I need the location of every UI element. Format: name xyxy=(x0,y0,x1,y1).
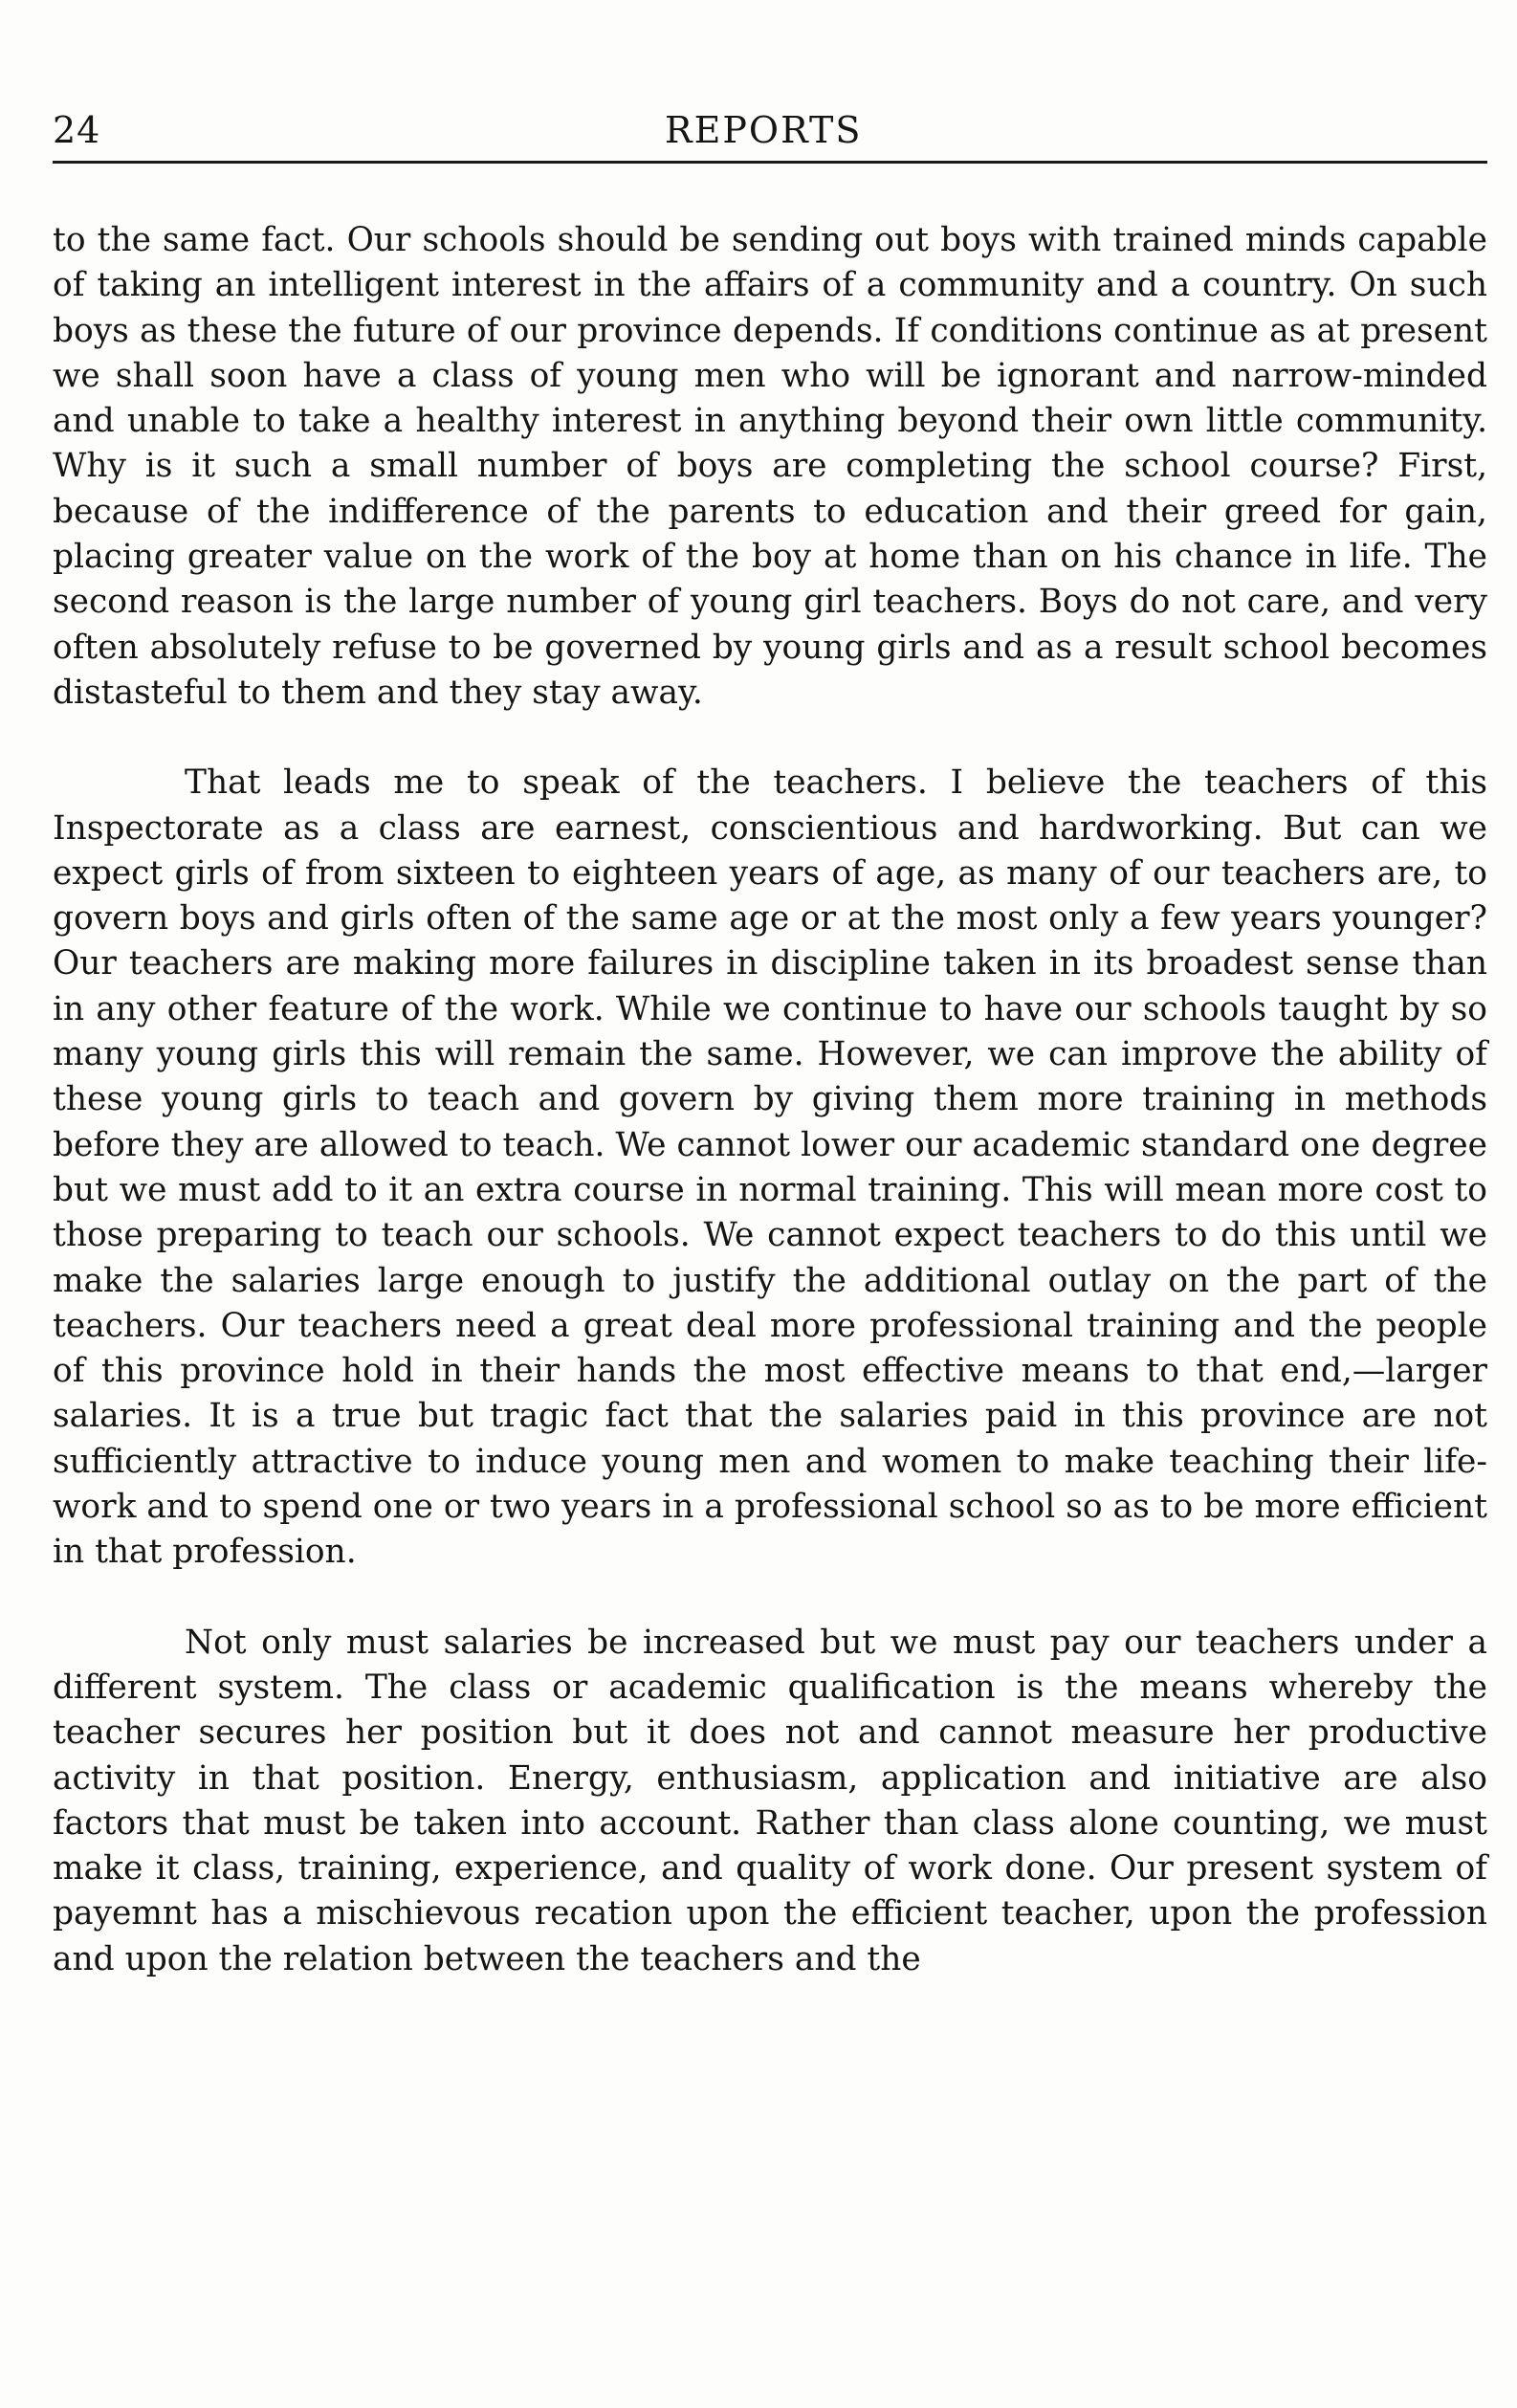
paragraph-3: Not only must salaries be increased but we must pay our teachers under a different system. The class or academic qualification is the means whereby the teacher secures her position but it does not and cannot measure her productive activity in that position. Energy, enthusiasm, application and initiative are also factors that must be taken into account. Rather than class alone counting, we must make it class, training, experience, and quality of work done. Our present system of payemnt has a mischievous recation upon the efficient teacher, upon the profession and upon the relation between the teachers and the xyxy=(53,1623,1487,1978)
running-head: REPORTS xyxy=(665,109,863,151)
page-header xyxy=(53,103,1487,165)
paragraph-1: to the same fact. Our schools should be sending out boys with trained minds capable of taking an intelligent interest in the affairs of a community and a country. On such boys as these the future of our province depends. If conditions continue as at present we shall soon have a class of young men who will be ignorant and narrow-minded and unable to take a healthy interest in anything beyond their own little community. Why is it such a small number of boys are completing the school course? First, because of the indifference of the parents to education and their greed for gain, placing greater value on the work of the boy at home than on his chance in life. The second reason is the large number of young girl teachers. Boys do not care, and very often absolutely refuse to be governed by young girls and as a result school becomes distasteful to them and they stay away. xyxy=(53,221,1487,712)
header-rule xyxy=(53,161,1487,164)
page-number: 24 xyxy=(53,109,101,151)
paragraph-2: That leads me to speak of the teachers. I believe the teachers of this Inspectorate as a class are earnest, conscientious and hardworking. But can we expect girls of from sixteen to eighteen years of age, as many of our teachers are, to govern boys and girls often of the same age or at the most only a few years younger? Our teachers are making more failures in discipline taken in its broadest sense than in any other feature of the work. While we continue to have our schools taught by so many young girls this will remain the same. However, we can improve the ability of these young girls to teach and govern by giving them more training in methods before they are allowed to teach. We cannot lower our academic standard one degree but we must add to it an extra course in normal training. This will mean more cost to those preparing to teach our schools. We cannot expect teachers to do this until we make the salaries large enough to justify the additional outlay on the part of the teachers. Our teachers need a great deal more professional training and the people of this province hold in their hands the most effective means to that end,—larger salaries. It is a true but tragic fact that the salaries paid in this province are not sufficiently attractive to induce young men and women to make teaching their life-work and to spend one or two years in a professional school so as to be more efficient in that profession. xyxy=(53,763,1487,1572)
body-text xyxy=(53,218,1487,2371)
